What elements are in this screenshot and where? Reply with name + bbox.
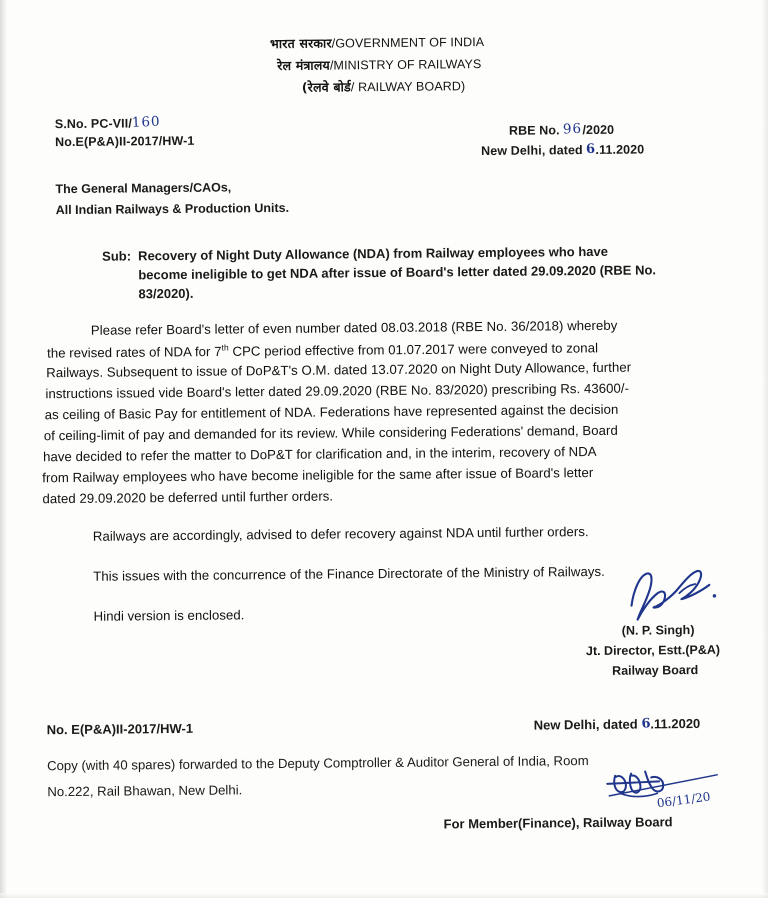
dateline-day-handwritten: 6	[585, 141, 596, 158]
footer-dateline-label: New Delhi, dated	[533, 716, 638, 733]
footer-file-number: No. E(P&A)II-2017/HW-1	[46, 720, 194, 738]
signatory-organisation: Railway Board	[612, 662, 699, 678]
serial-number-handwritten: 160	[131, 113, 161, 131]
addressee-line-1: The General Managers/CAOs,	[55, 180, 232, 197]
rbe-number-year: /2020	[582, 122, 615, 138]
masthead-government-devanagari: भारत सरकार	[269, 35, 332, 52]
masthead-board-english: / RAILWAY BOARD)	[350, 79, 466, 95]
body-paragraph1-line-2	[47, 339, 598, 362]
footer-dateline	[534, 716, 701, 735]
for-member-finance-line: For Member(Finance), Railway Board	[443, 814, 673, 832]
subject-line-3: 83/2020).	[138, 285, 194, 302]
masthead-board-devanagari: (रेलवे बोर्ड	[301, 79, 351, 95]
addressee-line-2: All Indian Railways & Production Units.	[55, 200, 290, 218]
signature-np-singh	[619, 563, 740, 626]
file-number-line: No.E(P&A)II-2017/HW-1	[54, 133, 195, 150]
body-paragraph1-line-3: Railways. Subsequent to issue of DoP&T's O.M. dated 13.07.2020 on Night Duty Allowance, further	[46, 359, 632, 381]
copy-forwarded-line-1: Copy (with 40 spares) forwarded to the Deputy Comptroller & Auditor General of India, Room	[46, 753, 589, 774]
masthead-ministry-devanagari: रेल मंत्रालय	[277, 57, 331, 74]
serial-number-line	[55, 115, 161, 133]
masthead-government-english: /GOVERNMENT OF INDIA	[331, 35, 485, 51]
body-paragraph1-line-9: dated 29.09.2020 be deferred until further orders.	[42, 488, 334, 507]
body-paragraph-3: This issues with the concurrence of the Finance Directorate of the Ministry of Railways.	[93, 563, 605, 584]
masthead-ministry-english: /MINISTRY OF RAILWAYS	[329, 57, 482, 73]
body-paragraph1-line-5: as ceiling of Basic Pay for entitlement of NDA. Federations have represented against the decision	[44, 401, 619, 423]
rbe-number-line	[509, 122, 614, 140]
body-p1-l2-part-b: CPC period effective from 01.07.2017 were conveyed to zonal	[228, 340, 599, 359]
rbe-number-label: RBE No.	[508, 123, 560, 138]
body-paragraph1-line-7: have decided to refer the matter to DoP&T for clarification and, in the interim, recovery of NDA	[42, 443, 597, 465]
masthead-line-government	[0, 30, 764, 54]
signature2-date-text: 06/11/20	[656, 789, 712, 811]
body-p1-l2-ordinal: th	[221, 342, 229, 353]
rbe-number-handwritten: 96	[562, 120, 583, 138]
body-paragraph-4: Hindi version is enclosed.	[93, 607, 245, 624]
footer-date-handwritten: 6	[640, 716, 651, 732]
body-paragraph1-line-4: instructions issued vide Board's letter dated 29.09.2020 (RBE No. 83/2020) prescribing Rs. 43600/-	[45, 380, 630, 402]
dateline	[481, 142, 644, 160]
masthead	[0, 30, 765, 103]
body-paragraph1-line-1: Please refer Board's letter of even number dated 08.03.2018 (RBE No. 36/2018) whereby	[90, 317, 618, 338]
footer-date-rest: .11.2020	[650, 715, 701, 732]
serial-number-label: S.No. PC-VII/	[54, 116, 132, 132]
signatory-name: (N. P. Singh)	[621, 623, 695, 638]
masthead-line-ministry	[0, 52, 764, 76]
body-paragraph1-line-6: of ceiling-limit of pay and demanded for its review. While considering Federations' demand, Board	[43, 422, 618, 444]
masthead-line-board	[2, 74, 764, 98]
body-paragraph1-line-8: from Railway employees who have become ineligible for the same after issue of Board's letter	[42, 464, 594, 486]
dateline-month-year: .11.2020	[595, 142, 645, 157]
dateline-place-label: New Delhi, dated	[481, 143, 583, 159]
signatory-designation: Jt. Director, Estt.(P&A)	[585, 642, 721, 659]
subject-line-1: Recovery of Night Duty Allowance (NDA) from Railway employees who have	[138, 243, 608, 264]
subject-label: Sub:	[102, 248, 132, 264]
body-p1-l2-part-a: the revised rates of NDA for 7	[46, 343, 222, 361]
signature-for-member-finance	[601, 762, 752, 819]
subject-line-2: become ineligible to get NDA after issue of Board's letter dated 29.09.2020 (RBE No.	[138, 262, 657, 283]
copy-forwarded-line-2: No.222, Rail Bhawan, New Delhi.	[47, 782, 243, 800]
body-paragraph-2: Railways are accordingly, advised to defer recovery against NDA until further orders.	[92, 524, 589, 544]
